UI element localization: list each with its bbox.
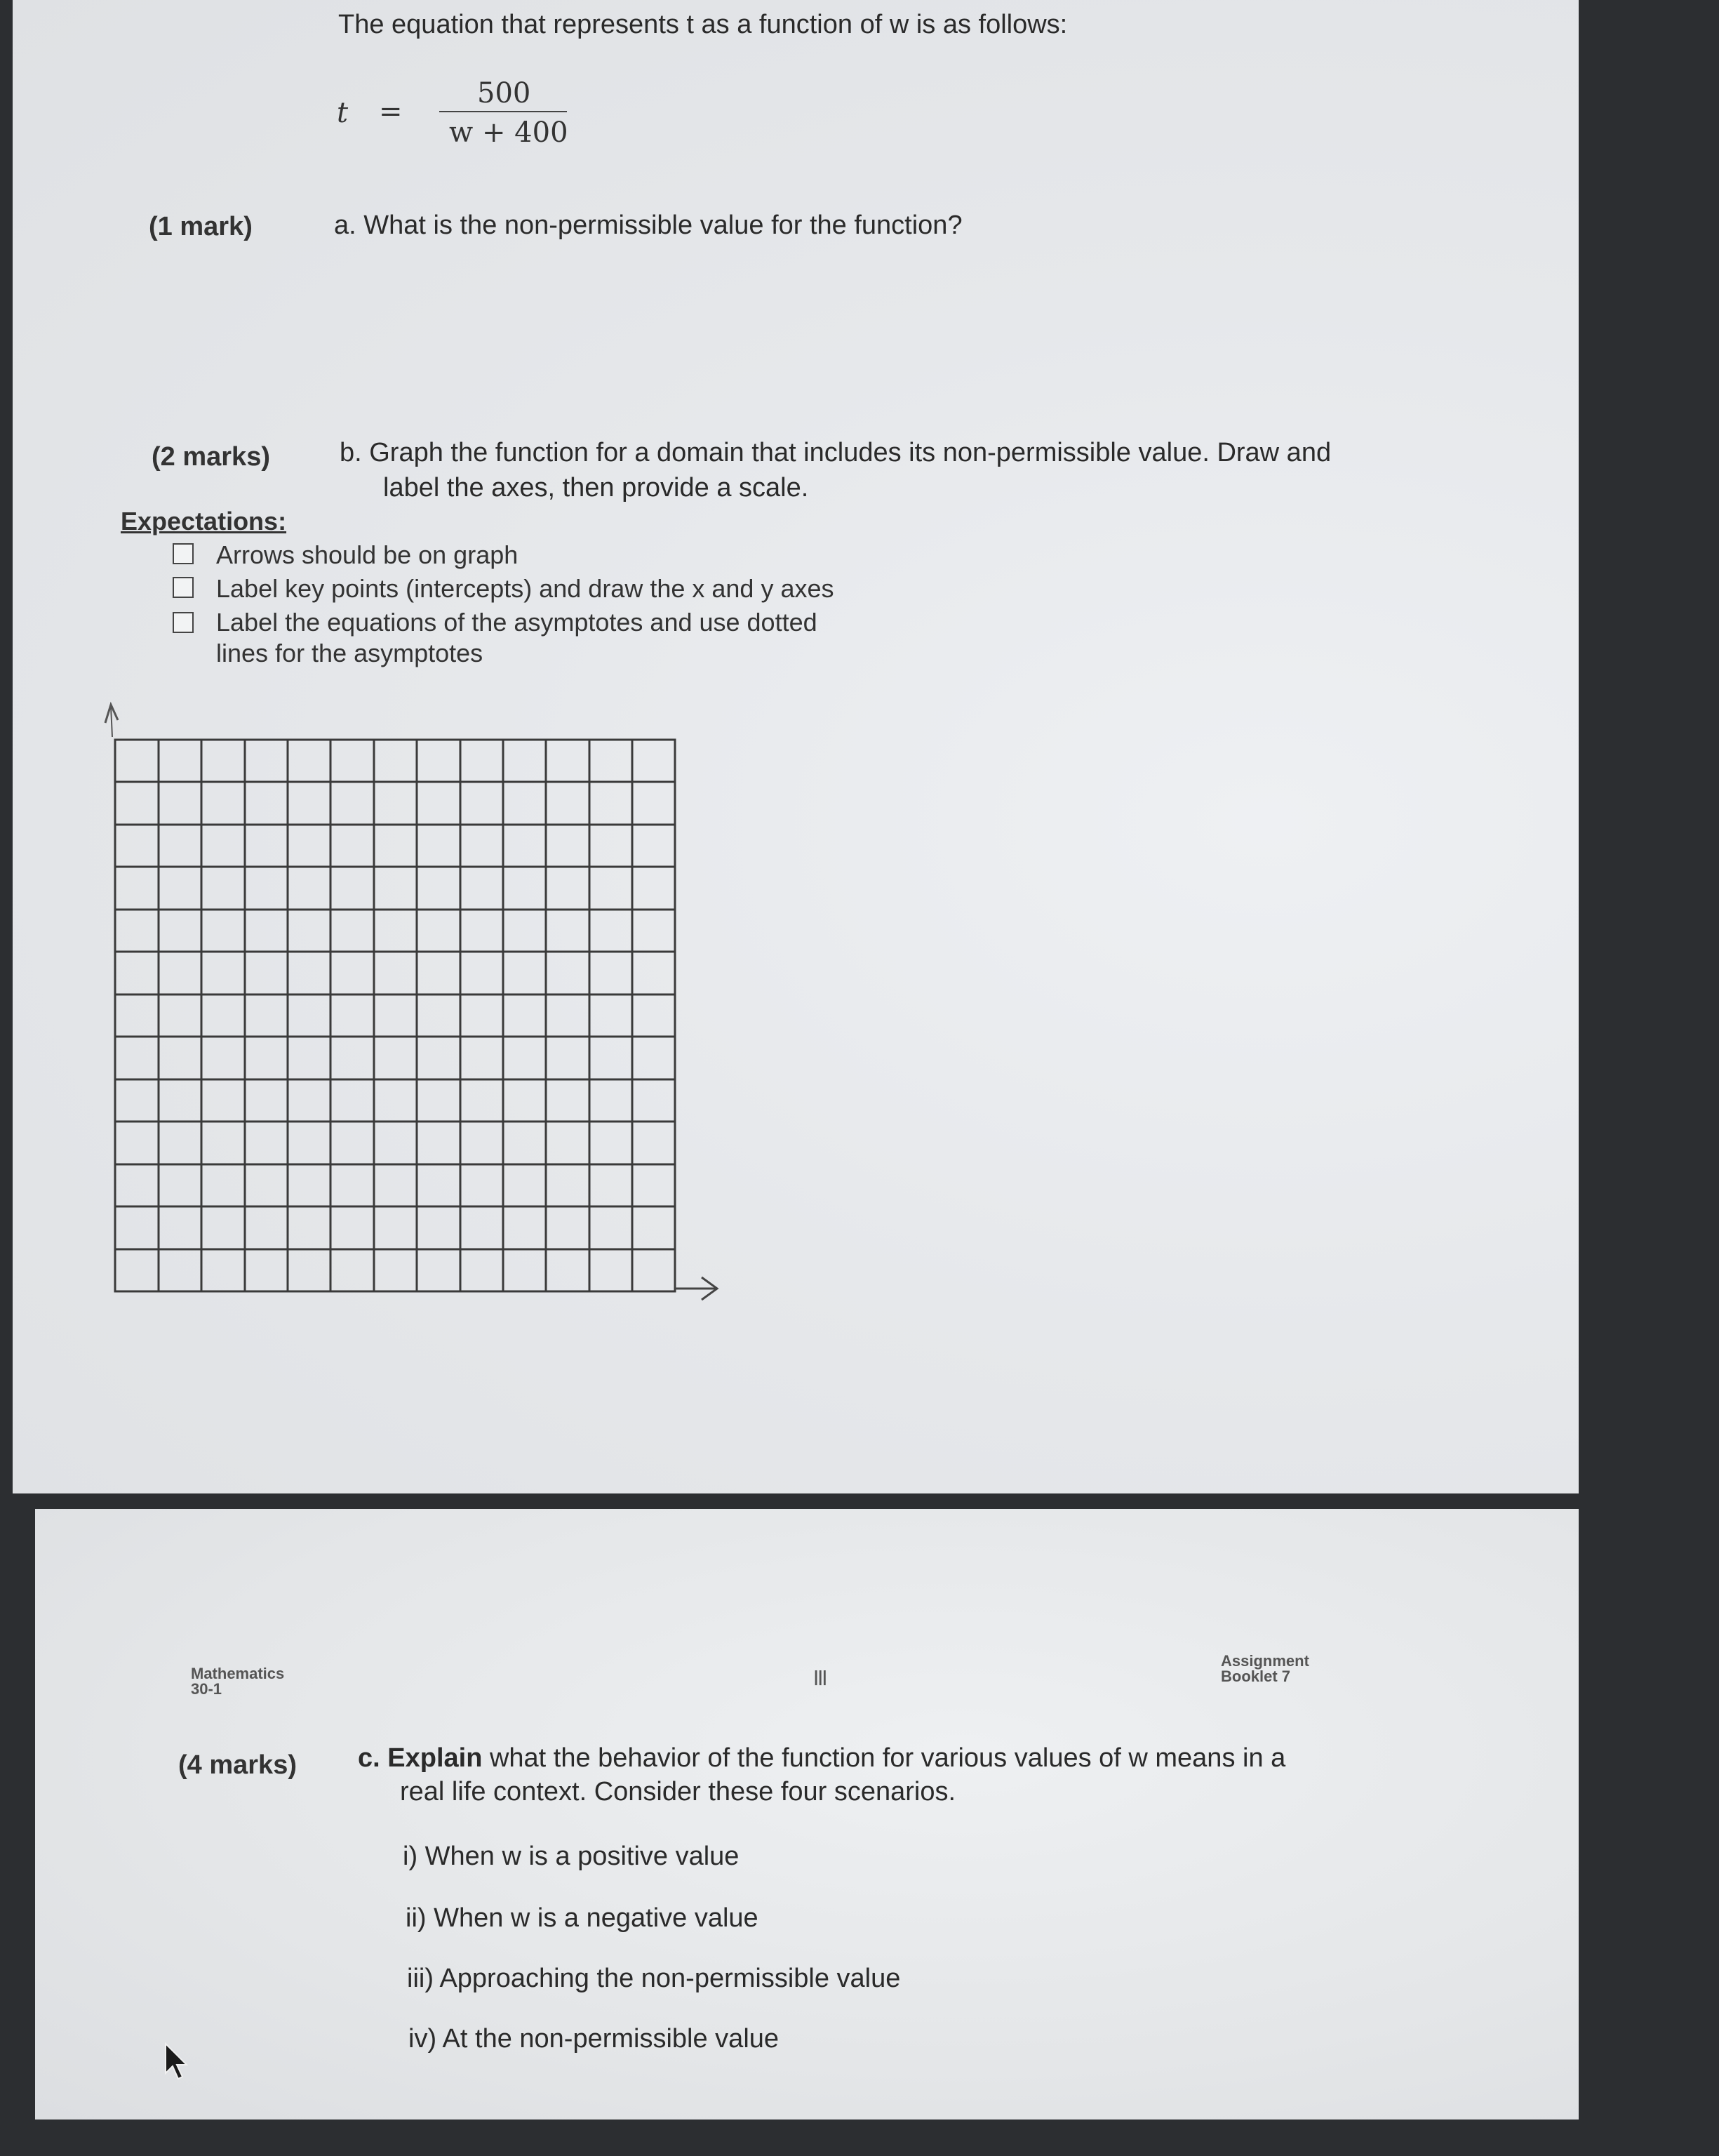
expectation-checkbox-1[interactable] (173, 543, 194, 564)
part-a-question: a. What is the non-permissible value for the function? (334, 211, 963, 240)
worksheet-page-2 (35, 1509, 1579, 2120)
equation-denominator: w + 400 (449, 117, 568, 149)
part-b-question-line1: b. Graph the function for a domain that includes its non-permissible value. Draw and (340, 438, 1332, 467)
scenario-4: iv) At the non-permissible value (408, 2024, 780, 2054)
expectation-item-2: Label key points (intercepts) and draw the x and y axes (216, 574, 834, 603)
part-c-explain: c. Explain (358, 1743, 483, 1773)
equation-equals: = (379, 95, 403, 128)
part-c-question-rest: what the behavior of the function for various values of w means in a (482, 1743, 1286, 1773)
expectation-item-3-continued: lines for the asymptotes (216, 639, 483, 667)
scenario-3: iii) Approaching the non-permissible value (407, 1964, 901, 1993)
scenario-1: i) When w is a positive value (403, 1842, 740, 1871)
footer-booklet-line2: Booklet 7 (1221, 1668, 1291, 1685)
grid-lines (115, 740, 675, 1291)
equation-lhs: t (337, 97, 349, 129)
expectations-title: Expectations: (121, 507, 287, 535)
footer-page-marker: ||| (814, 1668, 827, 1685)
expectation-item-3: Label the equations of the asymptotes and use dotted (216, 608, 817, 637)
footer-course-line2: 30-1 (191, 1680, 222, 1698)
mouse-pointer-icon (163, 2042, 191, 2082)
part-c-question-line1 (358, 1743, 1285, 1774)
part-b-question-line2: label the axes, then provide a scale. (383, 473, 809, 503)
equation-numerator: 500 (477, 77, 531, 109)
fraction-bar (439, 111, 567, 112)
footer-booklet-line1: Assignment (1221, 1652, 1309, 1670)
expectation-item-1: Arrows should be on graph (216, 540, 519, 569)
part-c-marks: (4 marks) (178, 1750, 297, 1780)
footer-booklet (1221, 1653, 1309, 1684)
expectation-checkbox-3[interactable] (173, 612, 194, 633)
part-a-marks: (1 mark) (149, 212, 253, 241)
part-b-marks: (2 marks) (152, 442, 270, 472)
expectation-checkbox-2[interactable] (173, 577, 194, 598)
scenario-2: ii) When w is a negative value (406, 1903, 758, 1933)
grid-border (115, 740, 675, 1291)
part-c-question-line2: real life context. Consider these four scenarios. (400, 1777, 956, 1806)
y-axis-arrow-shaft (111, 706, 112, 737)
footer-course (191, 1666, 284, 1697)
intro-text: The equation that represents t as a function of w is as follows: (338, 10, 1068, 39)
footer-course-line1: Mathematics (191, 1665, 285, 1682)
graph-grid[interactable] (91, 695, 737, 1312)
